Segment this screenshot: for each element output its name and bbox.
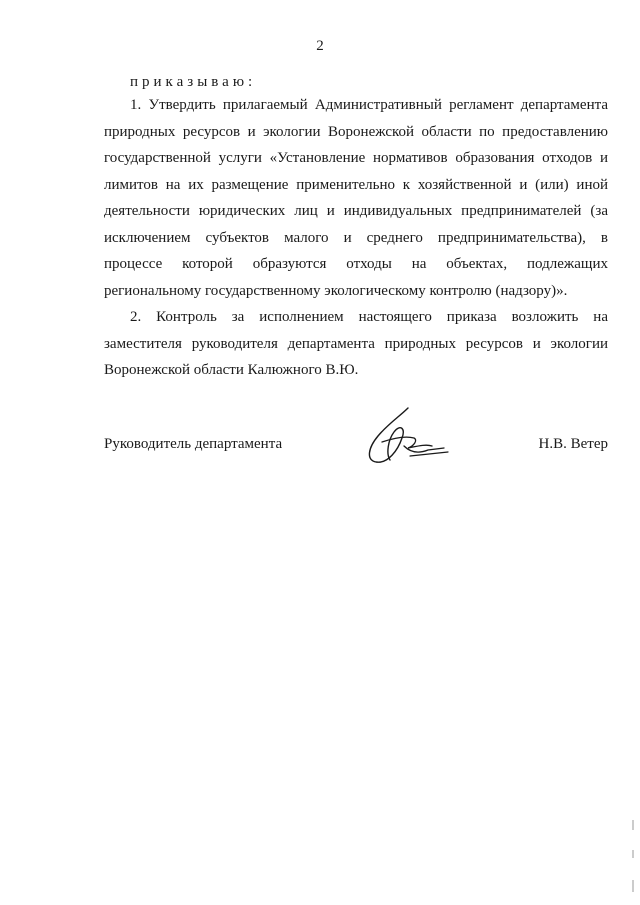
text-line: 1. Утвердить прилагаемый Административный регламент департамента <box>130 97 608 113</box>
text-line: процессе которой образуются отходы на объектах, подлежащих <box>104 256 608 272</box>
text-line: 2. Контроль за исполнением настоящего приказа возложить на <box>130 309 608 325</box>
signature-row <box>104 432 608 472</box>
signer-title: Руководитель департамента <box>104 436 283 452</box>
signer-name: Н.В. Ветер <box>538 436 608 452</box>
handwritten-signature <box>348 402 458 472</box>
paragraph-2 <box>104 304 608 384</box>
text-line: региональному государственному экологическому контролю (надзору)». <box>104 282 568 299</box>
page-number: 2 <box>316 38 324 54</box>
document-body <box>104 92 608 384</box>
text-line: исключением субъектов малого и среднего предпринимательства), в <box>104 229 608 246</box>
text-line: лимитов на их размещение применительно к хозяйственной и (или) иной <box>104 176 608 193</box>
text-line: деятельности юридических лиц и индивидуальных предпринимателей (за <box>104 203 608 219</box>
text-line: государственной услуги «Установление нормативов образования отходов и <box>104 150 608 166</box>
text-line: заместителя руководителя департамента природных ресурсов и экологии <box>104 335 608 352</box>
scan-artifact <box>632 820 634 900</box>
paragraph-1 <box>104 92 608 304</box>
order-word: приказываю: <box>130 74 257 90</box>
text-line: Воронежской области Калюжного В.Ю. <box>104 362 359 378</box>
text-line: природных ресурсов и экологии Воронежской области по предоставлению <box>104 123 608 140</box>
